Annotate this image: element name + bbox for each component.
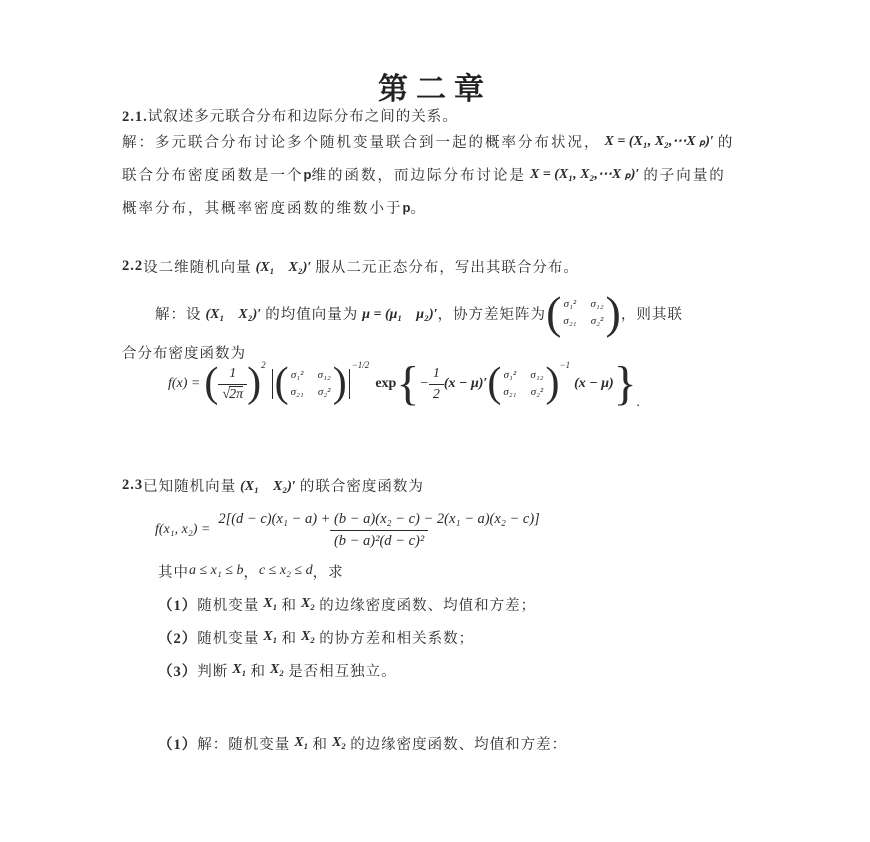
x-minus-mu-transposed: (x − μ)′ — [443, 376, 488, 391]
item-text: 的边缘密度函数、均值和方差； — [319, 597, 537, 614]
p-variable: p — [402, 199, 411, 215]
denominator: 2 — [429, 384, 444, 404]
matrix-cell: σ₂₁ — [290, 385, 304, 398]
det-bar — [349, 369, 350, 399]
right-paren: ) — [332, 360, 347, 407]
exp-operator: exp — [375, 376, 397, 391]
matrix-cell: σ₁₂ — [530, 369, 544, 382]
question-text: 的联合密度函数为 — [299, 478, 424, 495]
right-paren: ) — [605, 287, 621, 339]
vector-x1-x2: (X₁ X₂)′ — [240, 479, 296, 494]
solution-text: 的边缘密度函数、均值和方差： — [350, 736, 568, 753]
answer-text: 解：多元联合分布讨论多个随机变量联合到一起的概率分布状况， — [122, 134, 601, 151]
exponent: −1/2 — [351, 360, 370, 370]
solution-text: 和 — [312, 736, 328, 753]
answer-text: 的 — [717, 134, 735, 151]
fraction-one-half — [429, 365, 444, 403]
fraction-one-over-sqrt2pi — [218, 365, 247, 403]
numerator: 1 — [432, 366, 440, 381]
matrix-cell: σ₂² — [590, 314, 604, 327]
x-minus-mu: (x − μ) — [574, 376, 614, 391]
item-number: （1） — [158, 597, 198, 614]
variable-x2: X₂ — [269, 662, 285, 677]
inverse-exponent: −1 — [559, 360, 571, 370]
formula-lhs: f(x) = — [168, 376, 201, 391]
item-number: （1） — [158, 736, 198, 753]
list-item — [158, 626, 474, 648]
condition-text: 其中 — [158, 564, 189, 581]
right-paren: ) — [545, 360, 560, 407]
list-item — [158, 593, 536, 615]
item-text: 随机变量 — [197, 597, 260, 614]
denominator — [218, 384, 247, 404]
question-text: 试叙述多元联合分布和边际分布之间的关系。 — [147, 109, 458, 125]
period: . — [636, 395, 641, 410]
condition-separator: ， — [243, 564, 259, 581]
exponent: 2 — [261, 360, 266, 370]
density-fraction — [214, 510, 543, 549]
section-number: 2.1. — [122, 109, 148, 125]
minus-sign: − — [419, 376, 429, 391]
det-bar — [272, 369, 273, 399]
answer-text: 联合分布密度函数是一个 — [122, 167, 304, 184]
variable-x2: X₂ — [300, 596, 316, 611]
item-text: 判断 — [197, 663, 229, 680]
solution-2-2-line-1 — [155, 286, 683, 340]
vector-x1-x2: (X₁ X₂)′ — [255, 260, 312, 275]
condition-text: ，求 — [312, 564, 344, 581]
numerator: 1 — [229, 366, 237, 381]
left-paren: ( — [274, 360, 289, 407]
right-brace: } — [613, 356, 637, 410]
left-paren: ( — [204, 360, 219, 407]
formula-lhs: f(x₁, x₂) = — [155, 522, 211, 537]
item-text: 随机变量 — [197, 630, 260, 647]
inequality-x2: c ≤ x₂ ≤ d — [258, 563, 313, 578]
covariance-matrix — [561, 298, 605, 327]
right-paren: ) — [247, 360, 262, 407]
matrix-cell: σ₁² — [503, 369, 517, 382]
determinant — [270, 360, 352, 407]
variable-x1: X₁ — [263, 629, 278, 644]
matrix-cell: σ₁² — [290, 369, 304, 382]
item-text: 是否相互独立。 — [288, 663, 397, 680]
section-number: 2.3 — [122, 476, 144, 493]
question-2-2 — [122, 255, 579, 277]
inequality-x1: a ≤ x₁ ≤ b — [189, 563, 244, 578]
answer-text: 概率分布，其概率密度函数的维数小于 — [122, 200, 403, 217]
mean-vector-formula: μ = (μ₁ μ₂)′ — [362, 307, 438, 322]
matrix-cell: σ₂₁ — [503, 385, 517, 398]
covariance-matrix — [289, 369, 333, 398]
page-title: 第二章 — [378, 73, 492, 106]
radical-sign: √ — [222, 386, 231, 402]
formula-2-2 — [168, 357, 640, 411]
matrix-cell: σ₂² — [317, 385, 331, 398]
question-text: 服从二元正态分布，写出其联合分布。 — [315, 259, 579, 276]
denominator: (b − a)²(d − c)² — [330, 530, 428, 550]
answer-2-1-line-2 — [122, 163, 726, 185]
item-text: 和 — [281, 630, 297, 647]
radicand: 2π — [229, 386, 244, 402]
vector-x-formula: X = (X₁, X₂,⋯X ₚ)′ — [529, 166, 640, 182]
variable-x2: X₂ — [300, 629, 316, 644]
solution-2-2-line-2: 合分布密度函数为 — [122, 346, 246, 362]
item-number: （3） — [158, 663, 198, 680]
answer-2-1-line-3 — [122, 196, 427, 218]
question-2-3 — [122, 474, 424, 496]
matrix-cell: σ₁₂ — [590, 298, 604, 311]
matrix-cell: σ₂₁ — [563, 314, 577, 327]
condition-2-3 — [158, 560, 344, 582]
solution-2-3-part-1 — [158, 732, 567, 754]
matrix-cell: σ₂² — [530, 385, 544, 398]
question-text: 设二维随机向量 — [143, 259, 252, 276]
section-number: 2.2 — [122, 257, 144, 274]
variable-x1: X₁ — [232, 662, 247, 677]
item-text: 和 — [250, 663, 266, 680]
solution-text: ，协方差矩阵为 — [437, 306, 547, 323]
variable-x1: X₁ — [263, 596, 278, 611]
item-text: 的协方差和相关系数； — [319, 630, 475, 647]
question-2-1 — [122, 105, 458, 126]
matrix-cell: σ₁² — [563, 298, 577, 311]
solution-text: ，则其联 — [620, 306, 683, 323]
matrix-cell: σ₁₂ — [317, 369, 331, 382]
item-number: （2） — [158, 630, 198, 647]
variable-x1: X₁ — [294, 735, 309, 750]
left-paren: ( — [487, 360, 502, 407]
answer-text: 。 — [410, 200, 427, 217]
answer-text: 的子向量的 — [643, 167, 726, 184]
vector-x-formula: X = (X₁, X₂,⋯X ₚ)′ — [604, 133, 714, 149]
answer-text: 维的函数，而边际分布讨论是 — [311, 167, 526, 184]
numerator: 2[(d − c)(x₁ − a) + (b − a)(x₂ − c) − 2(x₁ − a)(x₂ − c)] — [218, 511, 540, 528]
covariance-matrix — [501, 369, 545, 398]
left-brace: { — [396, 356, 420, 410]
vector-x1-x2: (X₁ X₂)′ — [205, 307, 262, 322]
solution-text: 解：随机变量 — [197, 736, 291, 753]
answer-2-1-line-1 — [122, 130, 734, 152]
p-variable: p — [303, 166, 312, 182]
variable-x2: X₂ — [331, 735, 347, 750]
question-text: 已知随机向量 — [143, 478, 237, 495]
list-item — [158, 659, 397, 681]
solution-text: 解：设 — [155, 306, 202, 323]
solution-text: 的均值向量为 — [265, 306, 359, 323]
formula-2-3 — [155, 505, 544, 555]
left-paren: ( — [546, 287, 562, 339]
item-text: 和 — [281, 597, 297, 614]
